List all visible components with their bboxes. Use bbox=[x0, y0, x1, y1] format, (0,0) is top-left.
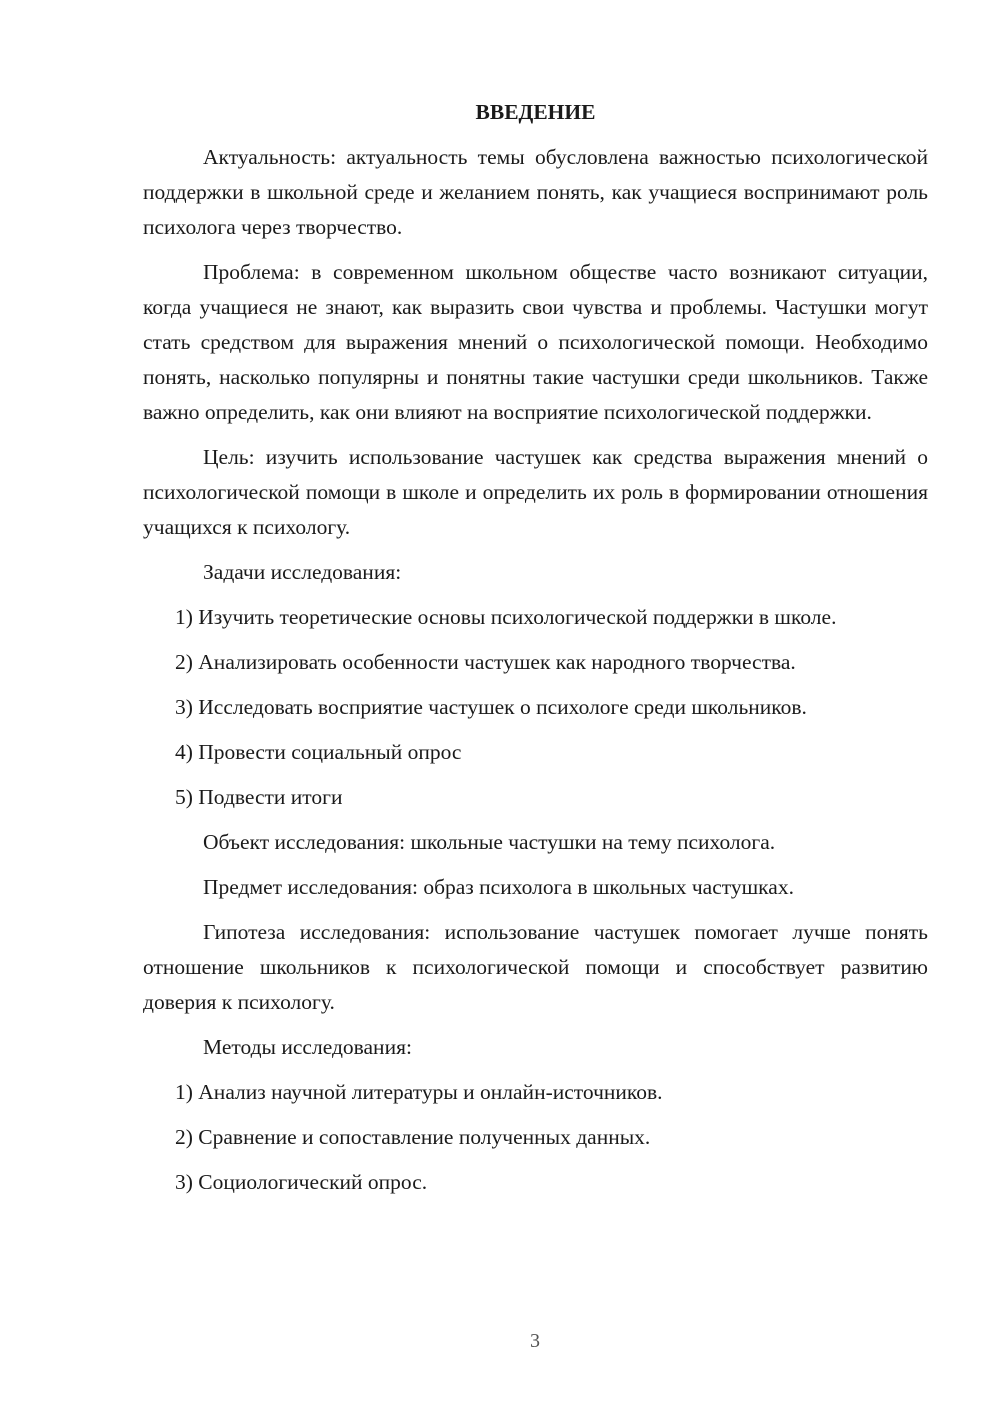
goal-paragraph: Цель: изучить использование частушек как средства выражения мнений о психологической помощи в школе и определить их роль в формировании отношения учащихся к психологу. bbox=[143, 445, 928, 539]
method-item-2: 2) Сравнение и сопоставление полученных данных. bbox=[175, 1125, 651, 1149]
section-heading: ВВЕДЕНИЕ bbox=[475, 100, 596, 124]
subject-paragraph: Предмет исследования: образ психолога в школьных частушках. bbox=[203, 875, 794, 899]
object-paragraph: Объект исследования: школьные частушки на тему психолога. bbox=[203, 830, 776, 854]
problem-paragraph: Проблема: в современном школьном обществе часто возникают ситуации, когда учащиеся не знают, как выразить свои чувства и проблемы. Частушки могут стать средством для выражения мнений о психологической помощи. Необходимо понять, насколько популярны и понятны такие частушки среди школьников. Также важно определить, как они влияют на восприятие психологической поддержки. bbox=[143, 260, 928, 424]
method-item-1: 1) Анализ научной литературы и онлайн-источников. bbox=[175, 1080, 663, 1104]
methods-heading: Методы исследования: bbox=[203, 1035, 412, 1059]
task-item-1: 1) Изучить теоретические основы психологической поддержки в школе. bbox=[175, 605, 837, 629]
relevance-paragraph: Актуальность: актуальность темы обусловлена важностью психологической поддержки в школьной среде и желанием понять, как учащиеся воспринимают роль психолога через творчество. bbox=[143, 145, 928, 239]
hypothesis-paragraph: Гипотеза исследования: использование частушек помогает лучше понять отношение школьников к психологической помощи и способствует развитию доверия к психологу. bbox=[143, 920, 928, 1014]
page-number: 3 bbox=[530, 1330, 540, 1352]
task-item-5: 5) Подвести итоги bbox=[175, 785, 343, 809]
task-item-4: 4) Провести социальный опрос bbox=[175, 740, 462, 764]
document-page bbox=[143, 95, 928, 1210]
method-item-3: 3) Социологический опрос. bbox=[175, 1170, 428, 1194]
tasks-heading: Задачи исследования: bbox=[203, 560, 402, 584]
task-item-2: 2) Анализировать особенности частушек как народного творчества. bbox=[175, 650, 796, 674]
task-item-3: 3) Исследовать восприятие частушек о психологе среди школьников. bbox=[175, 695, 807, 719]
